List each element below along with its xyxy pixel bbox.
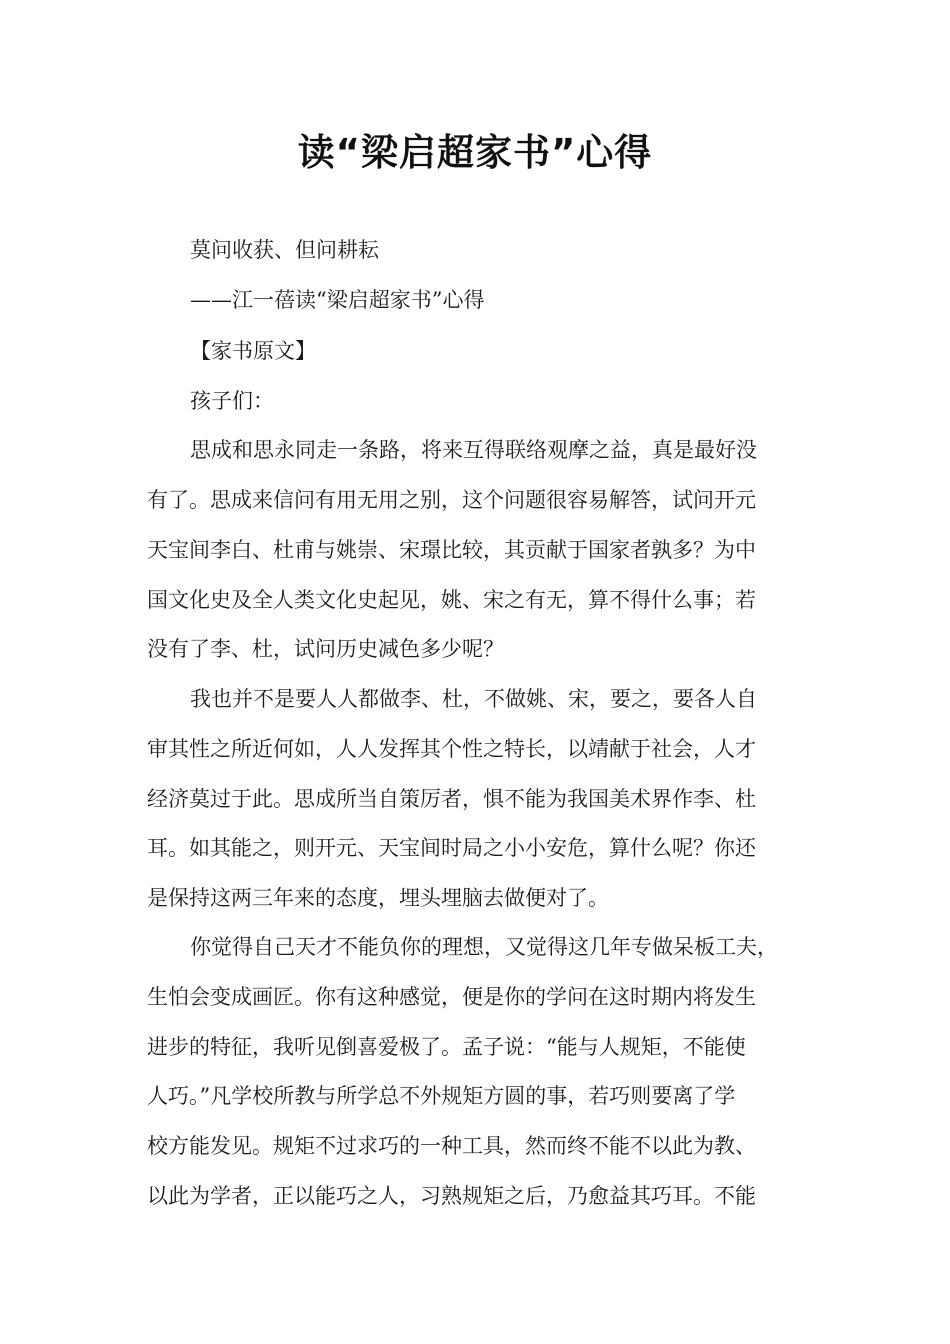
paragraph-line: 审其性之所近何如，人人发挥其个性之特长，以靖献于社会，人才 [147,737,756,761]
paragraph-line: 经济莫过于此。思成所当自策厉者，惧不能为我国美术界作李、杜 [147,787,756,811]
paragraph-line: 思成和思永同走一条路，将来互得联络观摩之益，真是最好没 [190,438,757,462]
paragraph-line: 没有了李、杜，试问历史减色多少呢？ [147,637,504,661]
paragraph-line: 进步的特征，我听见倒喜爱极了。孟子说：“能与人规矩，不能使 [147,1035,746,1059]
paragraph-line: 人巧。”凡学校所教与所学总不外规矩方圆的事，若巧则要离了学 [147,1084,736,1108]
paragraph-line: 以此为学者，正以能巧之人，习熟规矩之后，乃愈益其巧耳。不能 [147,1184,756,1208]
document-title: 读“梁启超家书”心得 [297,131,653,174]
salutation: 孩子们： [190,389,274,413]
section-heading: 【家书原文】 [190,339,316,363]
paragraph-line: 国文化史及全人类文化史起见，姚、宋之有无，算不得什么事；若 [147,588,756,612]
paragraph-line: 耳。如其能之，则开元、天宝间时局之小小安危，算什么呢？你还 [147,836,756,860]
paragraph-line: 是保持这两三年来的态度，埋头埋脑去做便对了。 [147,886,609,910]
paragraph-line: 你觉得自己天才不能负你的理想，又觉得这几年专做呆板工夫， [190,935,778,959]
paragraph-line: 我也并不是要人人都做李、杜，不做姚、宋，要之，要各人自 [190,687,757,711]
subtitle: 莫问收获、但问耕耘 [190,238,379,262]
paragraph-line: 生怕会变成画匠。你有这种感觉，便是你的学问在这时期内将发生 [147,985,756,1009]
paragraph-line: 有了。思成来信问有用无用之别，这个问题很容易解答，试问开元 [147,488,756,512]
paragraph-line: 校方能发见。规矩不过求巧的一种工具，然而终不能不以此为教、 [147,1134,756,1158]
paragraph-line: 天宝间李白、杜甫与姚崇、宋璟比较，其贡献于国家者孰多？为中 [147,538,756,562]
byline: ——江一蓓读“梁启超家书”心得 [190,288,485,312]
